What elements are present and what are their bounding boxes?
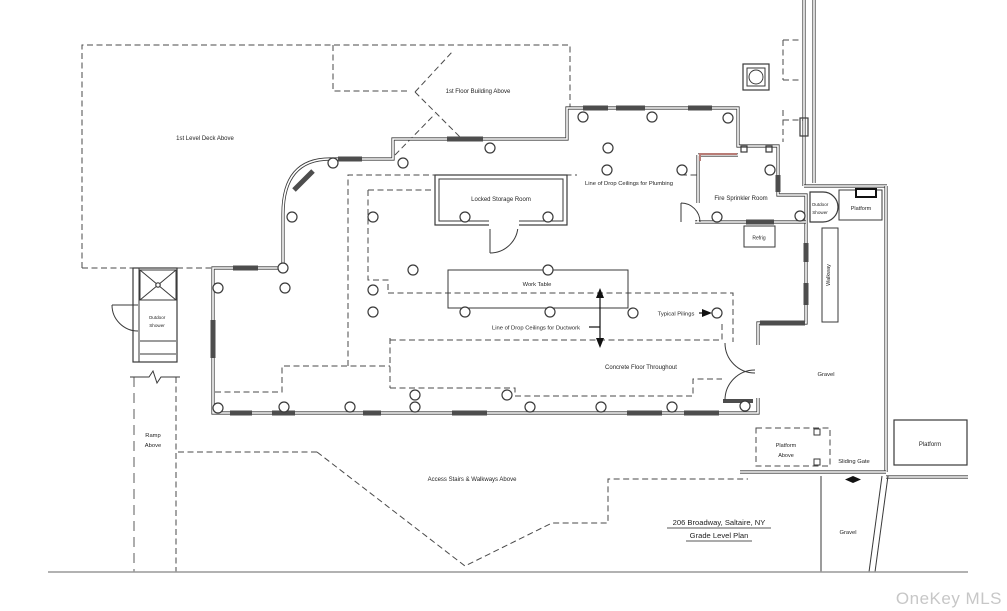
platform-right-label: Platform <box>918 442 942 448</box>
drywell-symbol <box>743 64 769 90</box>
outdoor-shower-right-label-2: Shower <box>812 210 828 215</box>
work-table-label: Work Table <box>522 282 552 288</box>
platform-mid-structure <box>839 189 882 220</box>
ramp-above-outline <box>134 377 176 572</box>
walkway-label: Walkway <box>826 264 832 286</box>
ramp-above-label-1: Ramp <box>145 433 161 439</box>
plan-title-line2: Grade Level Plan <box>689 531 749 540</box>
pilings <box>213 112 805 413</box>
site-fences <box>740 0 968 477</box>
plan-title-line1: 206 Broadway, Saltaire, NY <box>672 518 766 527</box>
ductwork-ceiling-label: Line of Drop Ceilings for Ductwork <box>492 325 580 332</box>
wall-openings <box>693 203 763 398</box>
fire-sprinkler-label: Fire Sprinkler Room <box>714 196 768 202</box>
locked-storage-label: Locked Storage Room <box>471 197 531 203</box>
sliding-gate-label: Sliding Gate <box>838 459 870 465</box>
break-line-symbol <box>130 371 180 383</box>
typical-pilings-arrow <box>699 309 712 317</box>
building-above-label: 1st Floor Building Above <box>445 89 511 95</box>
sliding-gate-arrow <box>845 476 861 483</box>
platform-above-label-1: Platform <box>775 443 797 449</box>
deck-above-label: 1st Level Deck Above <box>176 136 234 142</box>
typical-pilings-label: Typical Pilings <box>657 311 695 318</box>
drop-ceiling-ductwork-line <box>388 293 733 388</box>
plan-title <box>667 518 771 541</box>
gravel-path-lines <box>821 476 888 572</box>
concrete-floor-label: Concrete Floor Throughout <box>605 365 677 371</box>
ramp-above-label-2: Above <box>144 443 162 449</box>
deck-above-outline <box>82 45 570 268</box>
access-stairs-label: Access Stairs & Walkways Above <box>427 477 517 483</box>
outdoor-shower-right-label-1: Outdoor <box>811 202 829 207</box>
outdoor-shower-right-structure <box>810 192 838 222</box>
platform-above-label-2: Above <box>778 453 794 459</box>
outdoor-shower-left-label-1: Outdoor <box>148 315 166 320</box>
work-table-box <box>448 270 628 308</box>
access-stairs-outline <box>176 452 748 566</box>
platform-mid-label: Platform <box>850 206 872 212</box>
outdoor-shower-left-label-2: Shower <box>149 323 165 328</box>
onekey-mls-watermark: OneKey MLS <box>895 589 1002 608</box>
ductwork-dimension-arrow <box>589 288 604 348</box>
gravel-upper-label: Gravel <box>817 372 835 378</box>
window-hatches <box>211 106 809 416</box>
refrig-label: Refrig <box>752 235 766 242</box>
gravel-lower-label: Gravel <box>839 530 857 536</box>
plumbing-ceiling-label: Line of Drop Ceilings for Plumbing <box>585 181 673 187</box>
